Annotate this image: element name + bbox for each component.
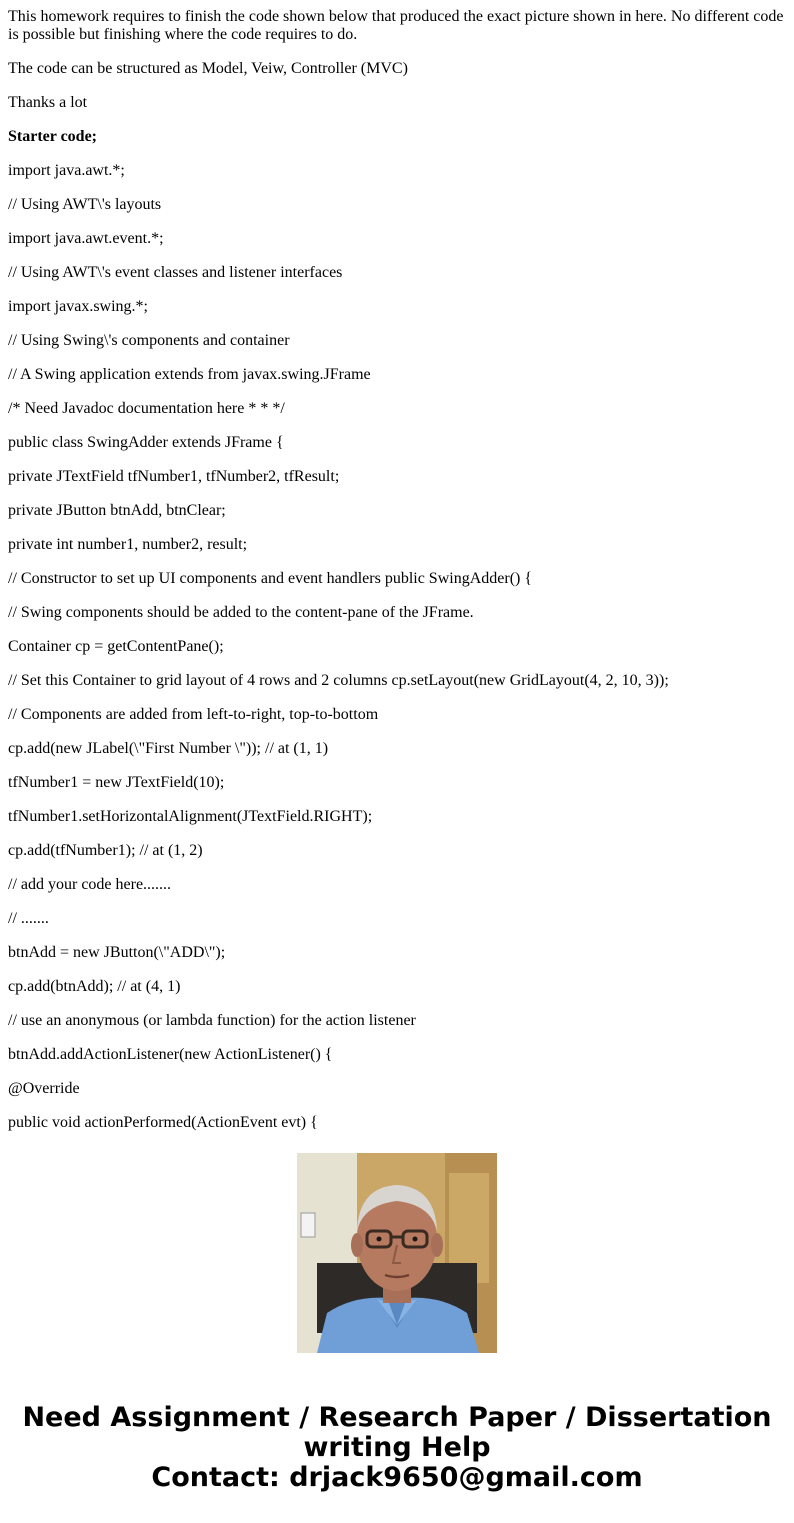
code-line: btnAdd.addActionListener(new ActionListener() {: [8, 1046, 333, 1063]
code-line: // add your code here.......: [8, 876, 172, 893]
code-line: public void actionPerformed(ActionEvent evt) {: [8, 1114, 318, 1131]
code-line: // Constructor to set up UI components and event handlers public SwingAdder() {: [8, 570, 533, 587]
code-line: cp.add(tfNumber1); // at (1, 2): [8, 842, 203, 859]
intro-paragraph: This homework requires to finish the code shown below that produced the exact picture shown in here. No different code is possible but finishing where the code requires to do.: [8, 8, 784, 43]
code-line: private JButton btnAdd, btnClear;: [8, 502, 226, 519]
person-photo-icon: [297, 1153, 497, 1353]
banner-line-2: writing Help: [303, 1432, 491, 1463]
code-line: cp.add(btnAdd); // at (4, 1): [8, 978, 181, 995]
code-line: import javax.swing.*;: [8, 298, 148, 315]
code-line: @Override: [8, 1080, 80, 1097]
code-line: /* Need Javadoc documentation here * * */: [8, 400, 285, 417]
code-line: import java.awt.event.*;: [8, 230, 164, 247]
code-line: // Using AWT\'s layouts: [8, 196, 162, 213]
question-text: [8, 0, 788, 1131]
code-line: private int number1, number2, result;: [8, 536, 248, 553]
code-line: // Set this Container to grid layout of 4 rows and 2 columns cp.setLayout(new GridLayout(4, 2, 10, 3));: [8, 672, 669, 689]
code-line: // Swing components should be added to the content-pane of the JFrame.: [8, 604, 474, 621]
contact-banner: [0, 1403, 794, 1493]
code-line: Container cp = getContentPane();: [8, 638, 224, 655]
banner-line-1: Need Assignment / Research Paper / Dissertation: [22, 1402, 772, 1433]
code-line: // Using Swing\'s components and container: [8, 332, 290, 349]
code-line: btnAdd = new JButton(\"ADD\");: [8, 944, 226, 961]
code-line: // Components are added from left-to-right, top-to-bottom: [8, 706, 379, 723]
code-line: tfNumber1.setHorizontalAlignment(JTextField.RIGHT);: [8, 808, 373, 825]
avatar: [297, 1153, 497, 1353]
code-line: // .......: [8, 910, 49, 927]
thanks-line: Thanks a lot: [8, 94, 88, 111]
starter-code-heading: Starter code;: [8, 128, 97, 145]
code-line: // use an anonymous (or lambda function) for the action listener: [8, 1012, 416, 1029]
code-line: public class SwingAdder extends JFrame {: [8, 434, 284, 451]
code-line: // A Swing application extends from javax.swing.JFrame: [8, 366, 371, 383]
contact-email: Contact: drjack9650@gmail.com: [151, 1462, 643, 1493]
code-line: tfNumber1 = new JTextField(10);: [8, 774, 225, 791]
code-line: // Using AWT\'s event classes and listener interfaces: [8, 264, 343, 281]
mvc-note: The code can be structured as Model, Veiw, Controller (MVC): [8, 60, 408, 77]
code-line: cp.add(new JLabel(\"First Number \")); // at (1, 1): [8, 740, 329, 757]
code-line: import java.awt.*;: [8, 162, 125, 179]
code-line: private JTextField tfNumber1, tfNumber2, tfResult;: [8, 468, 340, 485]
